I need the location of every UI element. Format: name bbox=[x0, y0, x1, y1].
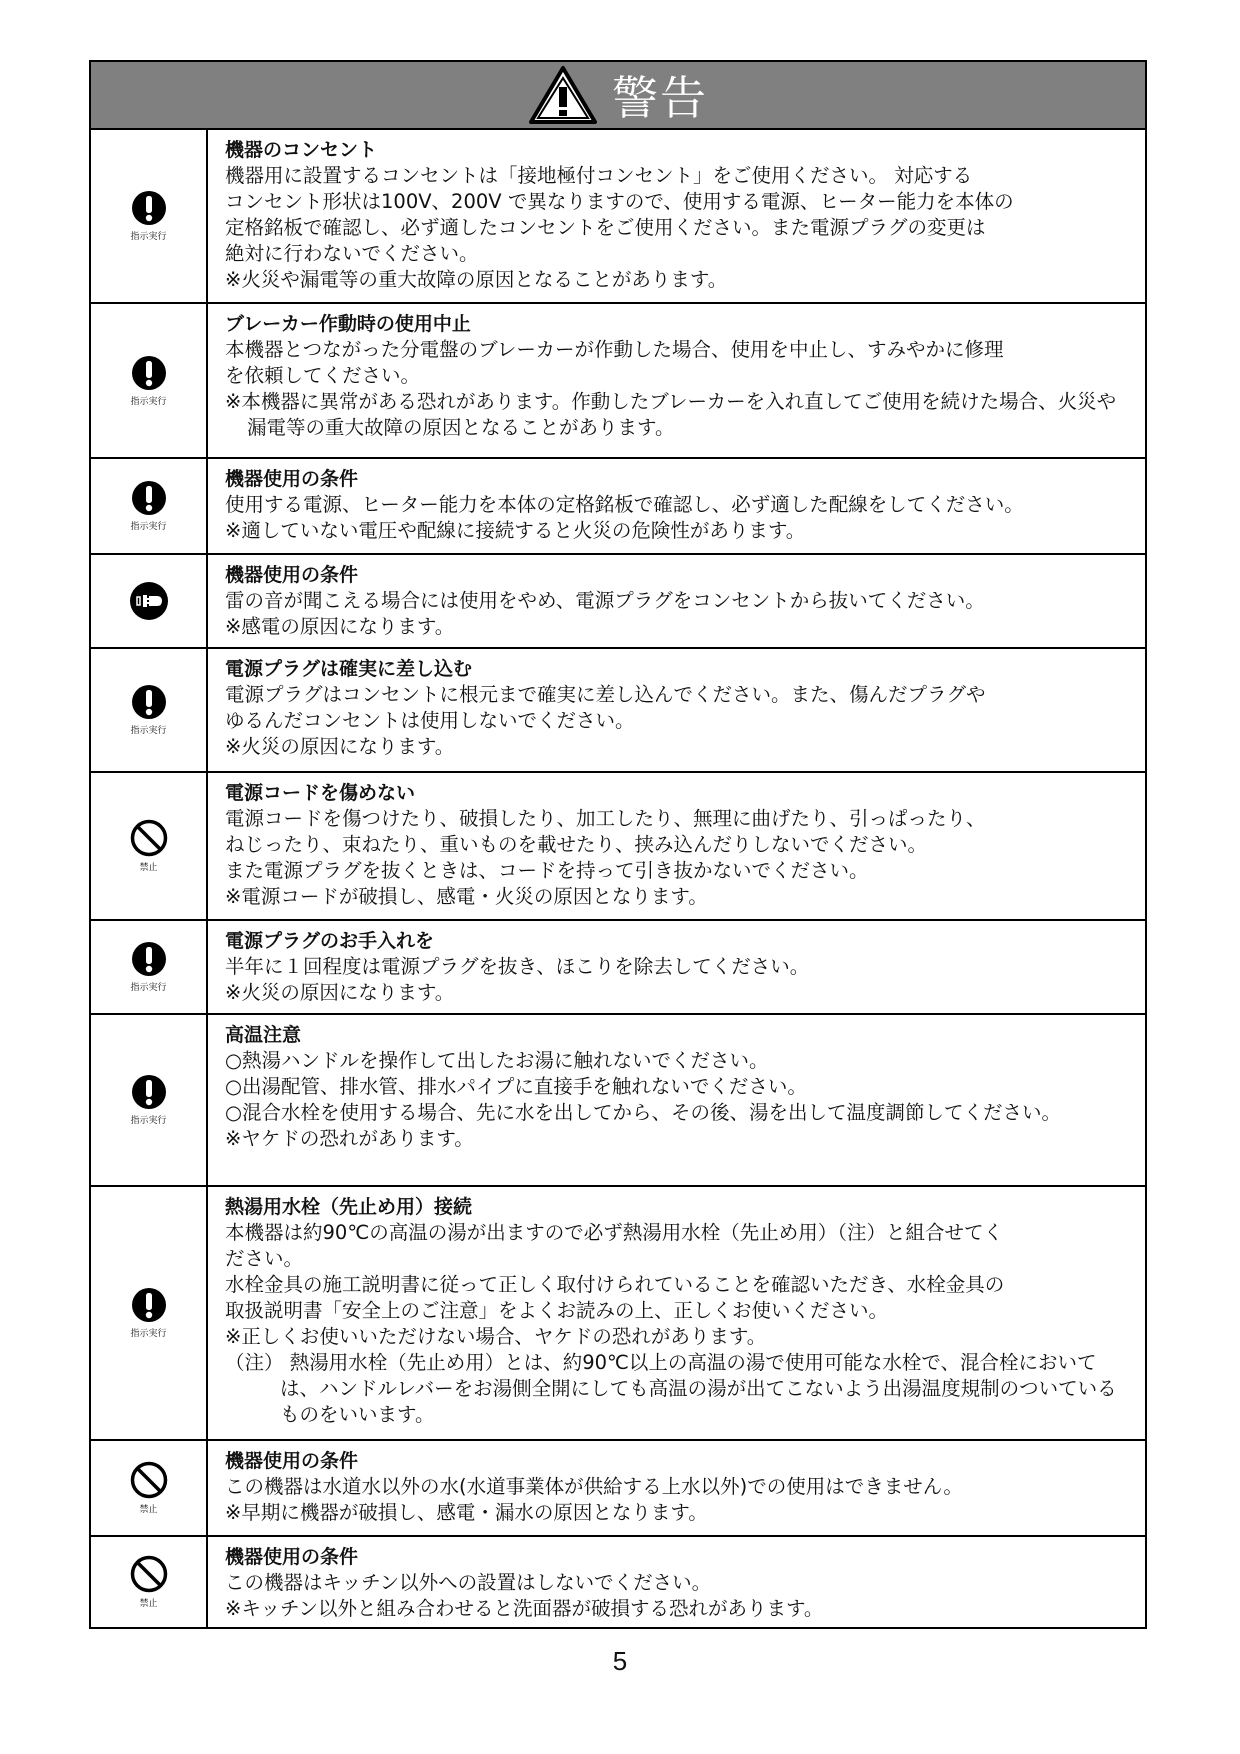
body-line: 定格銘板で確認し、必ず適したコンセントをご使用ください。また電源プラグの変更は bbox=[225, 216, 986, 239]
row-title: 機器使用の条件 bbox=[225, 564, 359, 586]
prohibited-icon bbox=[130, 1461, 168, 1499]
icon-label: 禁止 bbox=[139, 1599, 158, 1609]
body-line: コンセント形状は100V、200V で異なりますので、使用する電源、ヒーター能力を本体の bbox=[225, 190, 1014, 213]
note-line: ※電源コードが破損し、感電・火災の原因となります。 bbox=[225, 885, 708, 908]
note-line: ※感電の原因になります。 bbox=[225, 615, 455, 638]
icon-cell bbox=[91, 773, 208, 919]
warning-header bbox=[89, 60, 1147, 130]
circle-item: ○熱湯ハンドルを操作して出したお湯に触れないでください。 bbox=[225, 1049, 769, 1072]
icon-cell bbox=[91, 921, 208, 1013]
note-line: ※本機器に異常がある恐れがあります。作動したブレーカーを入れ直してご使用を続けた場合、火災や漏電等の重大故障の原因となることがあります。 bbox=[225, 390, 1117, 439]
icon-label: 指示実行 bbox=[130, 1329, 167, 1339]
body-line: また電源プラグを抜くときは、コードを持って引き抜かないでください。 bbox=[225, 859, 869, 882]
note-line: ※キッチン以外と組み合わせると洗面器が破損する恐れがあります。 bbox=[225, 1597, 824, 1620]
body-line: 本機器は約90℃の高温の湯が出ますので必ず熱湯用水栓（先止め用）（注）と組合せてく bbox=[225, 1221, 1003, 1244]
note-line: ※ヤケドの恐れがあります。 bbox=[225, 1127, 474, 1150]
body-line: 電源プラグはコンセントに根元まで確実に差し込んでください。また、傷んだプラグや bbox=[225, 683, 986, 706]
annotation-note: （注） 熱湯用水栓（先止め用）とは、約90℃以上の高温の湯で使用可能な水栓で、混合栓においては、ハンドルレバーをお湯側全開にしても高温の湯が出てこないよう出湯温度規制のついているものをいいます。 bbox=[225, 1351, 1117, 1426]
icon-cell bbox=[91, 130, 208, 302]
icon-cell bbox=[91, 555, 208, 647]
row-title: 熱湯用水栓（先止め用）接続 bbox=[225, 1196, 473, 1218]
note-line: ※火災の原因になります。 bbox=[225, 981, 455, 1004]
body-line: この機器はキッチン以外への設置はしないでください。 bbox=[225, 1571, 712, 1594]
row-title: 電源コードを傷めない bbox=[225, 782, 416, 804]
body-line: この機器は水道水以外の水(水道事業体が供給する上水以外)での使用はできません。 bbox=[225, 1475, 963, 1498]
circle-item: ○出湯配管、排水管、排水パイプに直接手を触れないでください。 bbox=[225, 1075, 807, 1098]
body-line: 雷の音が聞こえる場合には使用をやめ、電源プラグをコンセントから抜いてください。 bbox=[225, 589, 985, 612]
icon-cell bbox=[91, 1015, 208, 1185]
body-line: 取扱説明書「安全上のご注意」をよくお読みの上、正しくお使いください。 bbox=[225, 1299, 889, 1322]
note-line: ※火災の原因になります。 bbox=[225, 735, 455, 758]
warning-rows bbox=[89, 130, 1147, 1629]
body-line: 使用する電源、ヒーター能力を本体の定格銘板で確認し、必ず適した配線をしてください。 bbox=[225, 493, 1024, 516]
circle-item: ○混合水栓を使用する場合、先に水を出してから、その後、湯を出して温度調節してください。 bbox=[225, 1101, 1062, 1124]
mandatory-icon bbox=[131, 684, 167, 720]
icon-cell bbox=[91, 304, 208, 457]
text-cell bbox=[208, 1441, 1145, 1535]
icon-cell bbox=[91, 1537, 208, 1627]
text-cell bbox=[208, 459, 1145, 553]
warning-row bbox=[89, 1015, 1147, 1187]
warning-row bbox=[89, 649, 1147, 773]
icon-cell bbox=[91, 1441, 208, 1535]
note-line: ※早期に機器が破損し、感電・漏水の原因となります。 bbox=[225, 1501, 708, 1524]
prohibited-icon bbox=[130, 819, 168, 857]
body-line: 絶対に行わないでください。 bbox=[225, 242, 479, 265]
body-line: ださい。 bbox=[225, 1247, 304, 1270]
icon-cell bbox=[91, 1187, 208, 1439]
warning-row bbox=[89, 1187, 1147, 1441]
page-number: 5 bbox=[612, 1646, 628, 1676]
mandatory-icon bbox=[131, 355, 167, 391]
warning-title: 警告 bbox=[612, 71, 708, 125]
body-line: 機器用に設置するコンセントは「接地極付コンセント」をご使用ください。 対応する bbox=[225, 164, 973, 187]
body-line: 水栓金具の施工説明書に従って正しく取付けられていることを確認いただき、水栓金具の bbox=[225, 1273, 1005, 1296]
icon-label: 指示実行 bbox=[130, 1116, 167, 1126]
icon-label: 禁止 bbox=[139, 863, 158, 873]
mandatory-icon bbox=[131, 1074, 167, 1110]
prohibited-icon bbox=[130, 1555, 168, 1593]
row-title: 機器使用の条件 bbox=[225, 1450, 359, 1472]
warning-row bbox=[89, 130, 1147, 304]
warning-row bbox=[89, 1537, 1147, 1629]
warning-row bbox=[89, 1441, 1147, 1537]
text-cell bbox=[208, 921, 1145, 1013]
row-title: 電源プラグのお手入れを bbox=[225, 930, 435, 952]
row-title: 電源プラグは確実に差し込む bbox=[225, 658, 473, 680]
icon-label: 指示実行 bbox=[130, 983, 167, 993]
icon-label: 禁止 bbox=[139, 1505, 158, 1515]
warning-table bbox=[89, 60, 1147, 1629]
body-line: を依頼してください。 bbox=[225, 364, 421, 387]
row-title: ブレーカー作動時の使用中止 bbox=[225, 313, 471, 335]
row-title: 機器使用の条件 bbox=[225, 1546, 359, 1568]
unplug-icon bbox=[129, 581, 169, 621]
body-line: 電源コードを傷つけたり、破損したり、加工したり、無理に曲げたり、引っぱったり、 bbox=[225, 807, 986, 830]
text-cell bbox=[208, 773, 1145, 919]
text-cell bbox=[208, 1187, 1145, 1439]
row-title: 高温注意 bbox=[225, 1024, 302, 1046]
row-title: 機器使用の条件 bbox=[225, 468, 359, 490]
text-cell bbox=[208, 130, 1145, 302]
icon-cell bbox=[91, 459, 208, 553]
mandatory-icon bbox=[131, 941, 167, 977]
warning-row bbox=[89, 773, 1147, 921]
warning-row bbox=[89, 921, 1147, 1015]
text-cell bbox=[208, 1537, 1145, 1627]
icon-cell bbox=[91, 649, 208, 771]
text-cell bbox=[208, 1015, 1145, 1185]
warning-row bbox=[89, 555, 1147, 649]
icon-label: 指示実行 bbox=[130, 726, 167, 736]
mandatory-icon bbox=[131, 190, 167, 226]
body-line: ゆるんだコンセントは使用しないでください。 bbox=[225, 709, 635, 732]
body-line: 半年に１回程度は電源プラグを抜き、ほこりを除去してください。 bbox=[225, 955, 810, 978]
icon-label: 指示実行 bbox=[130, 232, 167, 242]
mandatory-icon bbox=[131, 1287, 167, 1323]
icon-label: 指示実行 bbox=[130, 522, 167, 532]
note-line: ※火災や漏電等の重大故障の原因となることがあります。 bbox=[225, 268, 728, 291]
body-line: 本機器とつながった分電盤のブレーカーが作動した場合、使用を中止し、すみやかに修理 bbox=[225, 338, 1004, 361]
row-title: 機器のコンセント bbox=[225, 139, 378, 161]
mandatory-icon bbox=[131, 480, 167, 516]
text-cell bbox=[208, 555, 1145, 647]
warning-triangle-icon bbox=[528, 65, 598, 125]
warning-row bbox=[89, 459, 1147, 555]
note-line: ※正しくお使いいただけない場合、ヤケドの恐れがあります。 bbox=[225, 1325, 767, 1348]
text-cell bbox=[208, 649, 1145, 771]
icon-label: 指示実行 bbox=[130, 396, 167, 407]
note-line: ※適していない電圧や配線に接続すると火災の危険性があります。 bbox=[225, 519, 806, 542]
text-cell bbox=[208, 304, 1145, 457]
warning-row bbox=[89, 304, 1147, 459]
body-line: ねじったり、束ねたり、重いものを載せたり、挟み込んだりしないでください。 bbox=[225, 833, 928, 856]
